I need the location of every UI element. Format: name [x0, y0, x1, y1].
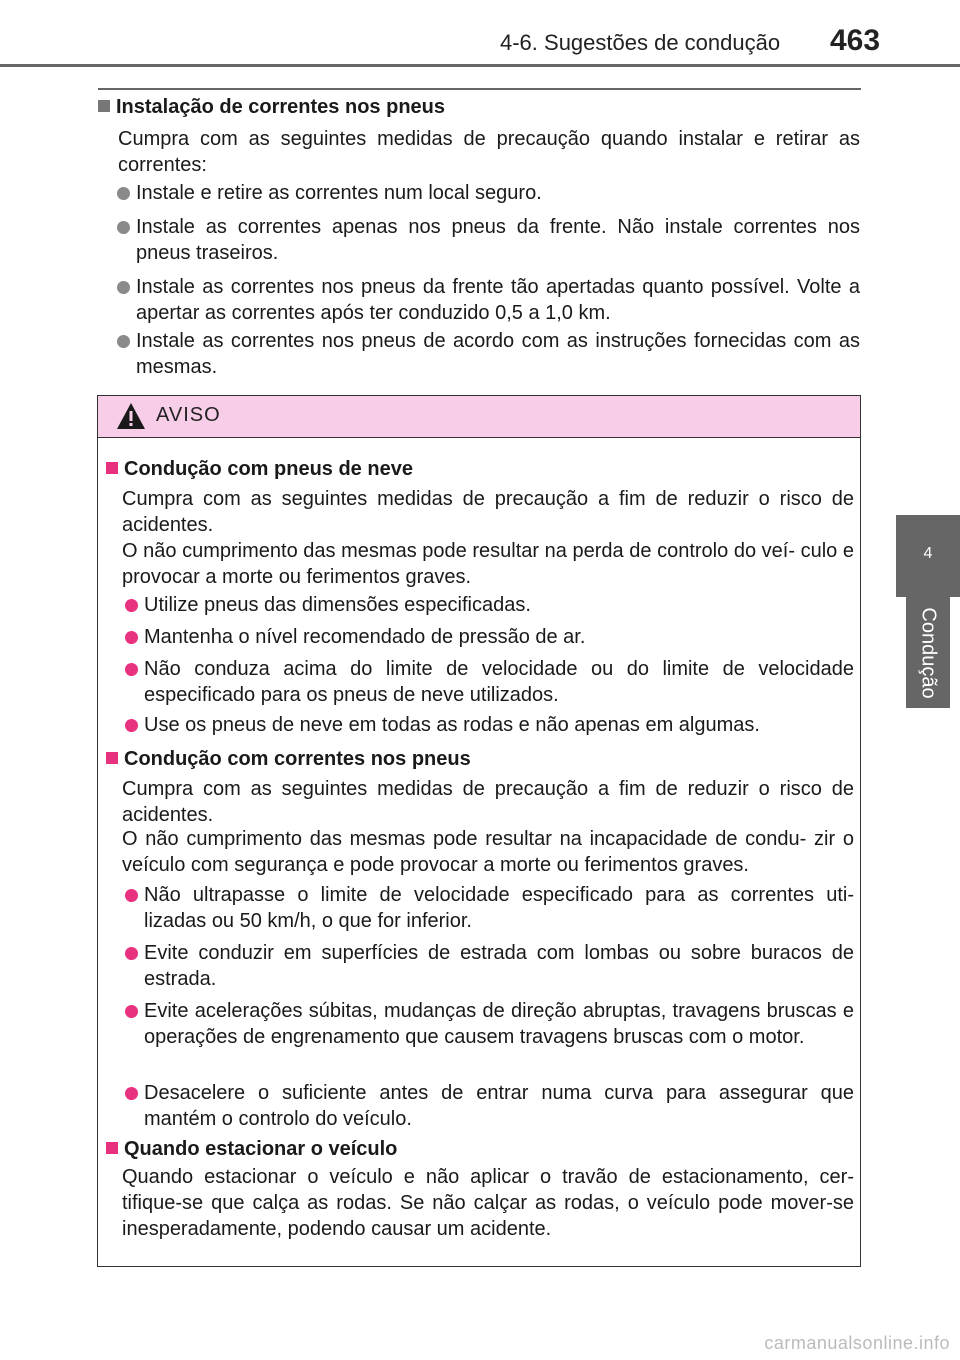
square-bullet-icon [98, 100, 110, 112]
list-item: Não ultrapasse o limite de velocidade especificado para as correntes uti- lizadas ou 50 km/h, o que for inferior. [144, 884, 854, 932]
warning-heading [106, 748, 471, 771]
list-item: Instale as correntes nos pneus da frente tão apertadas quanto possível. Volte a apertar as correntes após ter conduzido 0,5 a 1,0 km. [136, 276, 860, 324]
list-item: Desacelere o suficiente antes de entrar numa curva para assegurar que mantém o controlo do veículo. [144, 1082, 854, 1130]
list-item: Instale as correntes apenas nos pneus da frente. Não instale correntes nos pneus traseiros. [136, 216, 860, 264]
chapter-label: Condução [917, 606, 940, 699]
warning-heading [106, 1138, 397, 1161]
chapter-tab [896, 515, 960, 597]
list-item: Mantenha o nível recomendado de pressão de ar. [144, 626, 586, 648]
bullet-dot-icon [125, 719, 138, 732]
warning-paragraph: Cumpra com as seguintes medidas de precaução a fim de reduzir o risco de acidentes. [122, 778, 854, 826]
section-heading [98, 96, 445, 119]
list-item: Evite acelerações súbitas, mudanças de direção abruptas, travagens bruscas e operações de engrenamento que causem travagens bruscas com o motor. [144, 1000, 854, 1048]
chapter-label-tab [906, 597, 950, 708]
bullet-dot-icon [125, 1005, 138, 1018]
bullet-dot-icon [117, 281, 130, 294]
list-item: Evite conduzir em superfícies de estrada com lombas ou sobre buracos de estrada. [144, 942, 854, 990]
watermark: carmanualsonline.info [764, 1333, 950, 1353]
warning-paragraph: Cumpra com as seguintes medidas de precaução a fim de reduzir o risco de acidentes. [122, 488, 854, 536]
list-item: Instale e retire as correntes num local seguro. [136, 182, 542, 204]
warning-triangle-icon [116, 402, 146, 430]
chapter-number: 4 [923, 545, 933, 562]
bullet-dot-icon [117, 187, 130, 200]
bullet-dot-icon [125, 889, 138, 902]
list-item: Instale as correntes nos pneus de acordo com as instruções fornecidas com as mesmas. [136, 330, 860, 378]
section-title: 4-6. Sugestões de condução [500, 30, 781, 55]
bullet-dot-icon [125, 663, 138, 676]
warning-heading [106, 458, 413, 481]
page-number: 463 [830, 24, 881, 57]
warning-heading-text: Condução com pneus de neve [124, 458, 413, 480]
warning-paragraph: Quando estacionar o veículo e não aplicar o travão de estacionamento, cer- tifique-se que calça as rodas. Se não calçar as rodas, o veículo pode mover-se inesperadamente, podendo causar um acidente. [122, 1166, 854, 1240]
warning-paragraph: O não cumprimento das mesmas pode resultar na perda de controlo do veí- culo e provocar a morte ou ferimentos graves. [122, 540, 854, 588]
bullet-dot-icon [125, 599, 138, 612]
warning-label: AVISO [156, 404, 221, 426]
warning-header [98, 396, 860, 438]
square-bullet-icon [106, 752, 118, 764]
bullet-dot-icon [125, 947, 138, 960]
content-top-rule [98, 88, 861, 90]
list-item: Use os pneus de neve em todas as rodas e não apenas em algumas. [144, 714, 760, 736]
warning-paragraph: O não cumprimento das mesmas pode resultar na incapacidade de condu- zir o veículo com segurança e pode provocar a morte ou ferimentos graves. [122, 828, 854, 876]
intro-paragraph: Cumpra com as seguintes medidas de precaução quando instalar e retirar as correntes: [118, 128, 860, 176]
list-item: Não conduza acima do limite de velocidade ou do limite de velocidade especificado para os pneus de neve utilizados. [144, 658, 854, 706]
bullet-dot-icon [117, 221, 130, 234]
bullet-dot-icon [125, 631, 138, 644]
section-heading-text: Instalação de correntes nos pneus [116, 96, 445, 118]
list-item: Utilize pneus das dimensões especificadas. [144, 594, 531, 616]
bullet-dot-icon [125, 1087, 138, 1100]
warning-heading-text: Quando estacionar o veículo [124, 1138, 398, 1160]
square-bullet-icon [106, 1142, 118, 1154]
square-bullet-icon [106, 462, 118, 474]
warning-heading-text: Condução com correntes nos pneus [124, 748, 471, 770]
bullet-dot-icon [117, 335, 130, 348]
header-rule [0, 64, 960, 67]
